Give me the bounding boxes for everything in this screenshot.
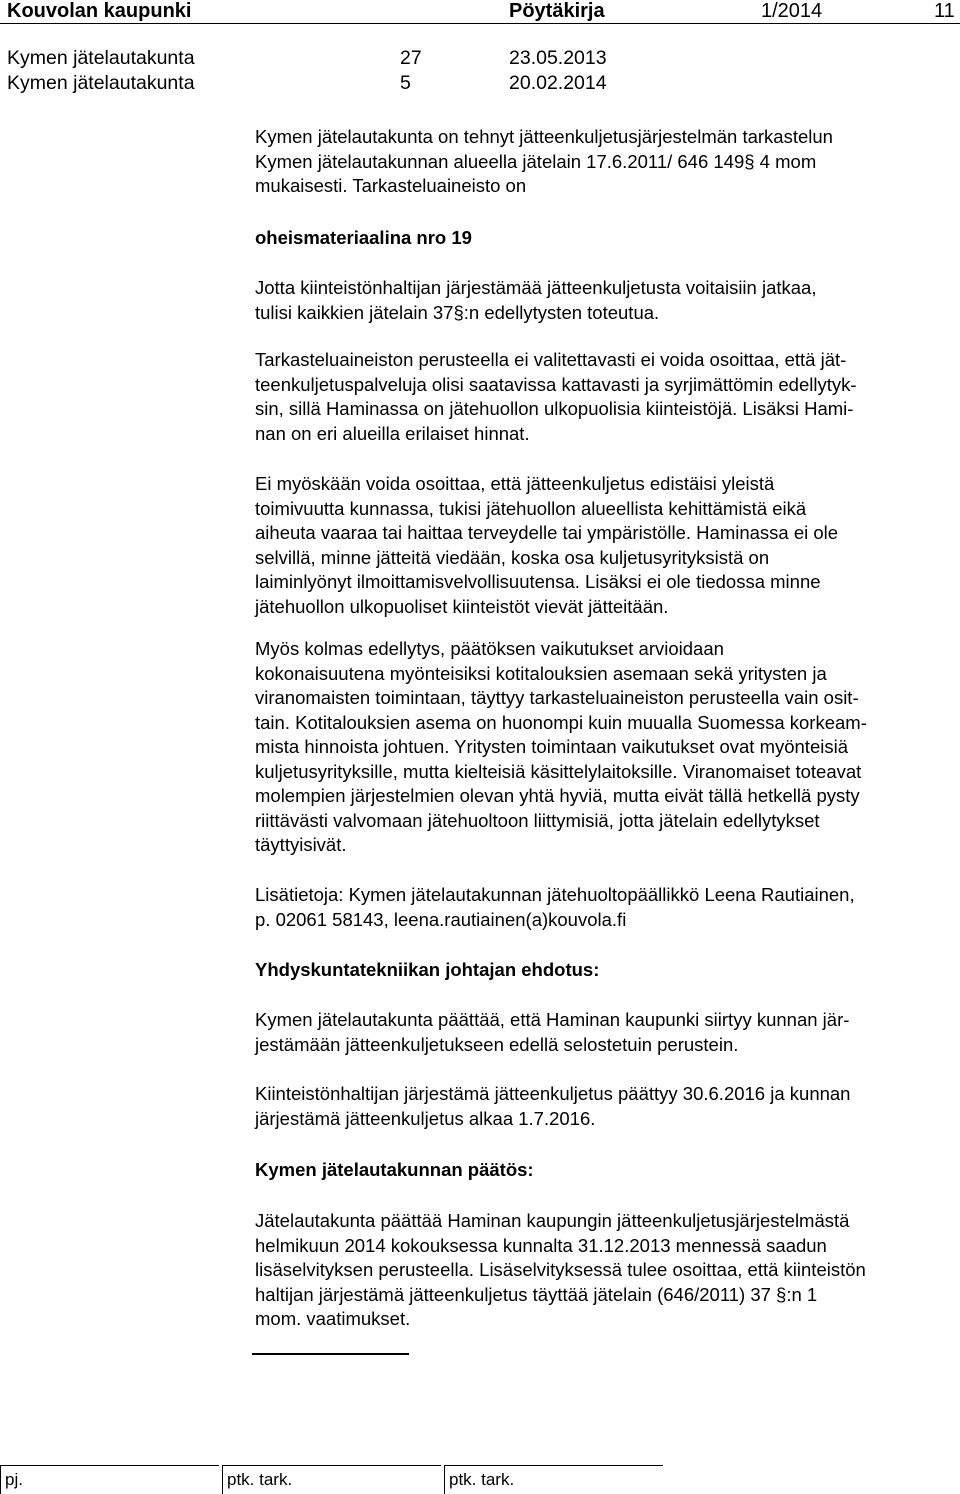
paragraph-text: Jätelautakunta päättää Haminan kaupungin jätteenkuljetusjärjestelmästä helmikuun 2014 kokouksessa kunnalta 31.12.2013 mennessä saadun lisäselvityksen perusteella. Lisäselvityksessä tulee osoittaa, että kiinteistön haltijan järjestämä jätteenkuljetus täyttää jätelain (646/2011) 37 §:n 1 mom. vaatimukset.: [255, 1210, 866, 1329]
footer-cell-chair: [0, 1465, 219, 1494]
paragraph-analysis-3: [255, 637, 955, 858]
contact-info: [255, 883, 955, 932]
meta-body-2: Kymen jätelautakunta: [7, 72, 195, 94]
proposal-text-2: [255, 1082, 955, 1131]
proposal-heading: Yhdyskuntatekniikan johtajan ehdotus:: [255, 959, 600, 980]
meta-date-2: 20.02.2014: [509, 72, 607, 94]
paragraph-text: Myös kolmas edellytys, päätöksen vaikutukset arvioidaan kokonaisuutena myönteisiksi kotitalouksien asemaan sekä yritysten ja viranomaisten toimintaan, täyttyy tarkasteluaineiston perusteella vain osit- tain. Kotitalouksien asema on huonompi kuin muualla Suomessa korkeam- mista hinnoista johtuen. Yritysten toimintaan vaikutukset ovat myönteisiä kuljetusyrityksille, mutta kielteisiä käsittelylaitoksille. Viranomaiset toteavat molempien järjestelmien olevan yhtä hyviä, mutta eivät tällä hetkellä pysty riittävästi valvomaan jätehuoltoon liittymisiä, jotta jätelain edellytykset täyttyisivät.: [255, 638, 867, 855]
document-type: Pöytäkirja: [509, 0, 605, 22]
footer-cell-reviewer-2: [444, 1465, 663, 1494]
paragraph-text: Lisätietoja: Kymen jätelautakunnan jätehuoltopäällikkö Leena Rautiainen, p. 02061 58143, leena.rautiainen(a)kouvola.fi: [255, 884, 855, 930]
decision-heading: Kymen jätelautakunnan päätös:: [255, 1159, 534, 1180]
footer-label: ptk. tark.: [449, 1470, 515, 1489]
meta-section-2: 5: [400, 72, 411, 94]
paragraph-text: Tarkasteluaineiston perusteella ei valitettavasti ei voida osoittaa, että jät- teenkuljetuspalveluja olisi saatavissa kattavasti ja syrjimättömin edellytyk- sin, sillä Haminassa on jätehuollon ulkopuolisia kiinteistöjä. Lisäksi Hami- nan on eri alueilla erilaiset hinnat.: [255, 349, 857, 444]
paragraph-intro: [255, 125, 955, 199]
signature-line: [252, 1353, 409, 1355]
meta-date-1: 23.05.2013: [509, 47, 607, 69]
issue-number: 1/2014: [761, 0, 823, 22]
header-divider: [0, 23, 960, 24]
meta-body-1: Kymen jätelautakunta: [7, 47, 195, 69]
paragraph-text: Ei myöskään voida osoittaa, että jätteenkuljetus edistäisi yleistä toimivuutta kunnassa, tukisi jätehuollon alueellista kehittämistä eikä aiheuta vaaraa tai haittaa terveydelle tai ympäristölle. Haminassa ei ole selvillä, minne jätteitä viedään, koska osa kuljetusyrityksistä on laiminlyönyt ilmoittamisvelvollisuutensa. Lisäksi ei ole tiedossa minne jätehuollon ulkopuoliset kiinteistöt vievät jätteitään.: [255, 473, 839, 617]
proposal-text-1: [255, 1008, 955, 1057]
decision-text: [255, 1209, 955, 1332]
paragraph-text: Kiinteistönhaltijan järjestämä jätteenkuljetus päättyy 30.6.2016 ja kunnan järjestämä jätteenkuljetus alkaa 1.7.2016.: [255, 1083, 851, 1129]
footer-cell-reviewer-1: [222, 1465, 441, 1494]
paragraph-requirement: [255, 276, 955, 325]
paragraph-text: Jotta kiinteistönhaltijan järjestämää jätteenkuljetusta voitaisiin jatkaa, tulisi kaikkien jätelain 37§:n edellytysten toteutua.: [255, 277, 817, 323]
footer-label: pj.: [5, 1470, 23, 1489]
attachment-reference: oheismateriaalina nro 19: [255, 227, 472, 248]
organization-name: Kouvolan kaupunki: [7, 0, 192, 22]
paragraph-text: Kymen jätelautakunta päättää, että Haminan kaupunki siirtyy kunnan jär- jestämään jätteenkuljetukseen edellä selostetuin perustein.: [255, 1009, 850, 1055]
footer-label: ptk. tark.: [227, 1470, 293, 1489]
paragraph-analysis-2: [255, 472, 955, 619]
page-number: 11: [934, 0, 955, 22]
paragraph-text: Kymen jätelautakunta on tehnyt jätteenkuljetusjärjestelmän tarkastelun Kymen jätelautakunnan alueella jätelain 17.6.2011/ 646 149§ 4 mom mukaisesti. Tarkasteluaineisto on: [255, 126, 833, 196]
paragraph-analysis-1: [255, 348, 955, 446]
meta-section-1: 27: [400, 47, 422, 69]
